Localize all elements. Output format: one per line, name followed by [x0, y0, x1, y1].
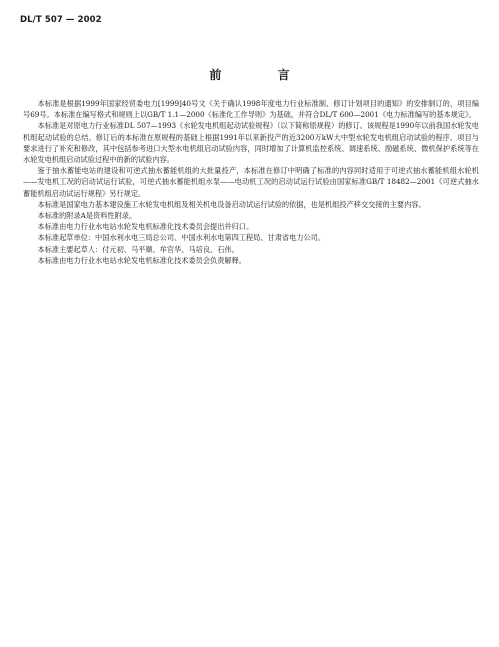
foreword-body: [23, 98, 479, 266]
page-title: 前 言: [209, 68, 316, 82]
standard-code-header: DL/T 507 — 2002: [20, 15, 102, 25]
paragraph-appendix: 本标准的附录A是资料性附录。: [37, 211, 137, 221]
paragraph-drafters: 本标准主要起草人：付元初、马平顺、牟官华、马培良、石伟。: [37, 244, 239, 254]
paragraph-pumped-storage: 鉴于抽水蓄能电站的建设和可逆式抽水蓄能机组的大批量投产，本标准在修订中明确了标准的内容同时适用于可逆式抽水蓄能机组水轮机——发电机工况的启动试运行试验，可逆式抽水蓄能机组水泵——电动机工况的启动试运行试验由国家标准GB/T 18482—2001《可逆式抽水蓄能机组启动试运行规程》另行规定。: [23, 166, 479, 198]
paragraph-proposer: 本标准由电力行业水电站水轮发电机标准化技术委员会提出并归口。: [37, 222, 254, 232]
paragraph-interpretation: 本标准由电力行业水电站水轮发电机标准化技术委员会负责解释。: [37, 255, 246, 265]
paragraph-revision: 本标准是对原电力行业标准DL 507—1993《水轮发电机组起动试验规程》（以下简称原规程）的修订。该规程是1990年以前我国水轮发电机组起动试验的总结。修订后的本标准在原规程的基础上根据1991年以来新投产的近3200万kW大中型水轮发电机组启动试验的程序、项目与要求进行了补充和修改，其中包括参考进口大型水电机组启动试验内容，同时增加了计算机监控系统、调速系统、励磁系统、微机保护系统等在水轮发电机组启动试验过程中的新的试验内容。: [23, 121, 479, 165]
paragraph-origin: 本标准是根据1999年国家经贸委电力[1999]40号文《关于确认1998年度电力行业标准制、修订计划项目的通知》的安排制订的，项目编号69号。本标准在编写格式和规则上以GB/T 1.1—2000《标准化工作导则》为基础，并符合DL/T 600—2001《电力标准编写的基本规定》。: [23, 99, 479, 120]
paragraph-drafting-units: 本标准起草单位：中国水利水电三局总公司、中国水利水电第四工程局、甘肃省电力公司。: [37, 233, 326, 243]
paragraph-basis: 本标准是国家电力基本建设施工水轮发电机组及相关机电设备启动试运行试验的依据，也是机组投产移交交接的主要内容。: [37, 199, 426, 209]
